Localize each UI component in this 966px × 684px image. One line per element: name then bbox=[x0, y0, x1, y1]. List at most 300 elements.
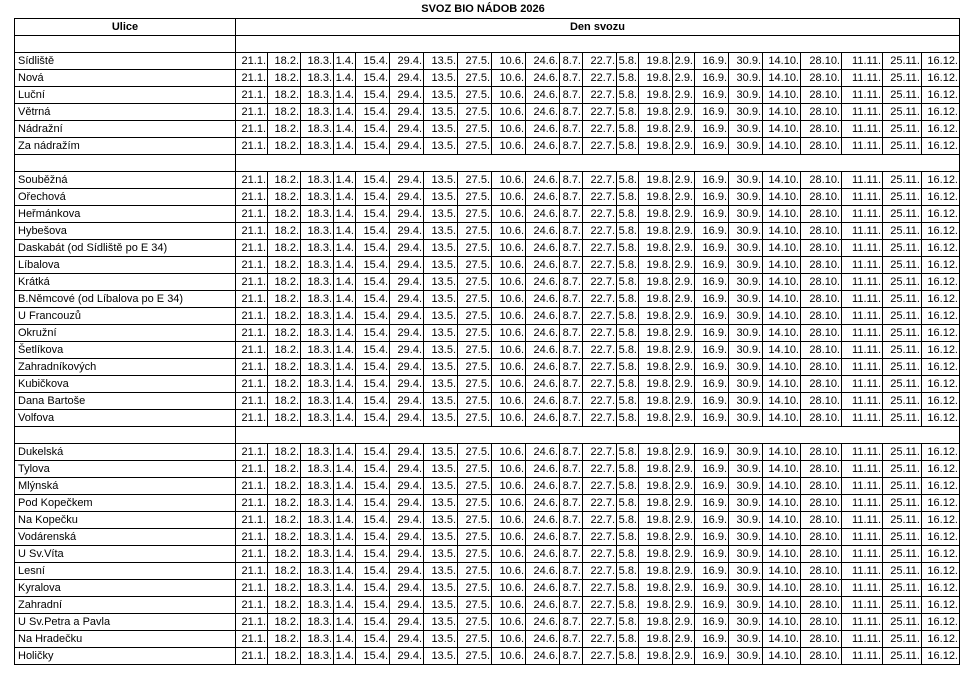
collection-date: 22.7. bbox=[583, 461, 617, 478]
street-name: U Sv.Petra a Pavla bbox=[15, 614, 236, 631]
collection-date: 5.8. bbox=[617, 138, 639, 155]
collection-date: 13.5. bbox=[424, 308, 458, 325]
collection-date: 13.5. bbox=[424, 138, 458, 155]
collection-date: 27.5. bbox=[458, 325, 492, 342]
collection-date: 15.4. bbox=[356, 206, 390, 223]
collection-date: 18.3. bbox=[301, 138, 334, 155]
collection-date: 25.11. bbox=[883, 410, 922, 427]
collection-date: 21.1. bbox=[236, 257, 268, 274]
collection-date: 14.10. bbox=[763, 240, 801, 257]
collection-date: 8.7. bbox=[560, 393, 583, 410]
collection-date: 11.11. bbox=[842, 291, 883, 308]
table-row bbox=[15, 461, 960, 478]
collection-date: 25.11. bbox=[883, 648, 922, 665]
collection-date: 5.8. bbox=[617, 206, 639, 223]
collection-date: 27.5. bbox=[458, 121, 492, 138]
collection-date: 19.8. bbox=[639, 70, 673, 87]
street-name: Holičky bbox=[15, 648, 236, 665]
collection-date: 15.4. bbox=[356, 376, 390, 393]
collection-date: 22.7. bbox=[583, 206, 617, 223]
collection-date: 14.10. bbox=[763, 614, 801, 631]
street-name: Mlýnská bbox=[15, 478, 236, 495]
collection-date: 16.9. bbox=[695, 597, 729, 614]
collection-date: 25.11. bbox=[883, 495, 922, 512]
collection-date: 1.4. bbox=[334, 325, 356, 342]
collection-date: 1.4. bbox=[334, 138, 356, 155]
street-name: Lesní bbox=[15, 563, 236, 580]
collection-date: 13.5. bbox=[424, 478, 458, 495]
collection-date: 11.11. bbox=[842, 444, 883, 461]
collection-date: 1.4. bbox=[334, 172, 356, 189]
collection-date: 2.9. bbox=[673, 206, 695, 223]
collection-date: 13.5. bbox=[424, 87, 458, 104]
collection-date: 28.10. bbox=[801, 376, 842, 393]
collection-date: 18.2. bbox=[268, 189, 301, 206]
collection-date: 10.6. bbox=[492, 274, 526, 291]
collection-date: 1.4. bbox=[334, 546, 356, 563]
collection-date: 18.3. bbox=[301, 104, 334, 121]
collection-date: 18.3. bbox=[301, 189, 334, 206]
collection-date: 15.4. bbox=[356, 478, 390, 495]
collection-date: 16.9. bbox=[695, 172, 729, 189]
collection-date: 14.10. bbox=[763, 121, 801, 138]
collection-date: 30.9. bbox=[729, 240, 763, 257]
collection-date: 18.2. bbox=[268, 410, 301, 427]
collection-date: 30.9. bbox=[729, 274, 763, 291]
collection-date: 24.6. bbox=[526, 410, 560, 427]
collection-date: 21.1. bbox=[236, 648, 268, 665]
table-row bbox=[15, 529, 960, 546]
collection-date: 24.6. bbox=[526, 308, 560, 325]
collection-date: 1.4. bbox=[334, 121, 356, 138]
collection-date: 18.2. bbox=[268, 274, 301, 291]
collection-date: 29.4. bbox=[390, 444, 424, 461]
collection-date: 27.5. bbox=[458, 291, 492, 308]
collection-date: 21.1. bbox=[236, 512, 268, 529]
collection-date: 18.3. bbox=[301, 648, 334, 665]
collection-date: 19.8. bbox=[639, 478, 673, 495]
collection-date: 5.8. bbox=[617, 444, 639, 461]
collection-date: 1.4. bbox=[334, 580, 356, 597]
collection-date: 18.3. bbox=[301, 597, 334, 614]
collection-date: 19.8. bbox=[639, 257, 673, 274]
collection-date: 2.9. bbox=[673, 87, 695, 104]
collection-date: 5.8. bbox=[617, 223, 639, 240]
collection-date: 5.8. bbox=[617, 359, 639, 376]
collection-date: 24.6. bbox=[526, 53, 560, 70]
collection-date: 22.7. bbox=[583, 342, 617, 359]
collection-date: 25.11. bbox=[883, 291, 922, 308]
collection-date: 30.9. bbox=[729, 291, 763, 308]
collection-date: 18.2. bbox=[268, 478, 301, 495]
collection-date: 30.9. bbox=[729, 393, 763, 410]
collection-date: 18.3. bbox=[301, 121, 334, 138]
collection-date: 27.5. bbox=[458, 393, 492, 410]
collection-date: 14.10. bbox=[763, 359, 801, 376]
collection-date: 24.6. bbox=[526, 291, 560, 308]
collection-date: 18.3. bbox=[301, 580, 334, 597]
collection-date: 21.1. bbox=[236, 70, 268, 87]
collection-date: 11.11. bbox=[842, 359, 883, 376]
collection-date: 24.6. bbox=[526, 189, 560, 206]
collection-date: 27.5. bbox=[458, 512, 492, 529]
collection-date: 18.2. bbox=[268, 563, 301, 580]
collection-date: 19.8. bbox=[639, 410, 673, 427]
collection-date: 14.10. bbox=[763, 342, 801, 359]
collection-date: 28.10. bbox=[801, 325, 842, 342]
table-row bbox=[15, 495, 960, 512]
collection-date: 28.10. bbox=[801, 223, 842, 240]
collection-date: 27.5. bbox=[458, 138, 492, 155]
collection-date: 1.4. bbox=[334, 529, 356, 546]
collection-date: 16.12. bbox=[922, 104, 960, 121]
collection-date: 8.7. bbox=[560, 410, 583, 427]
collection-date: 25.11. bbox=[883, 563, 922, 580]
collection-date: 18.3. bbox=[301, 546, 334, 563]
collection-date: 24.6. bbox=[526, 359, 560, 376]
collection-date: 16.12. bbox=[922, 189, 960, 206]
collection-date: 16.12. bbox=[922, 393, 960, 410]
collection-date: 5.8. bbox=[617, 325, 639, 342]
collection-date: 5.8. bbox=[617, 376, 639, 393]
collection-date: 27.5. bbox=[458, 495, 492, 512]
collection-date: 8.7. bbox=[560, 359, 583, 376]
collection-date: 5.8. bbox=[617, 53, 639, 70]
table-row bbox=[15, 53, 960, 70]
table-row bbox=[15, 359, 960, 376]
collection-date: 10.6. bbox=[492, 546, 526, 563]
collection-date: 21.1. bbox=[236, 53, 268, 70]
street-name: Líbalova bbox=[15, 257, 236, 274]
collection-date: 29.4. bbox=[390, 359, 424, 376]
collection-date: 13.5. bbox=[424, 495, 458, 512]
collection-date: 16.9. bbox=[695, 291, 729, 308]
street-column-header: Ulice bbox=[15, 19, 236, 36]
collection-date: 8.7. bbox=[560, 240, 583, 257]
collection-date: 1.4. bbox=[334, 563, 356, 580]
collection-date: 16.9. bbox=[695, 461, 729, 478]
collection-date: 14.10. bbox=[763, 87, 801, 104]
collection-date: 24.6. bbox=[526, 546, 560, 563]
collection-date: 27.5. bbox=[458, 376, 492, 393]
collection-date: 21.1. bbox=[236, 631, 268, 648]
collection-date: 18.3. bbox=[301, 512, 334, 529]
collection-date: 21.1. bbox=[236, 189, 268, 206]
collection-date: 27.5. bbox=[458, 444, 492, 461]
collection-date: 8.7. bbox=[560, 614, 583, 631]
collection-date: 27.5. bbox=[458, 206, 492, 223]
collection-date: 16.12. bbox=[922, 172, 960, 189]
collection-date: 14.10. bbox=[763, 512, 801, 529]
street-name: Daskabát (od Sídliště po E 34) bbox=[15, 240, 236, 257]
collection-date: 18.2. bbox=[268, 325, 301, 342]
collection-date: 27.5. bbox=[458, 53, 492, 70]
collection-date: 27.5. bbox=[458, 104, 492, 121]
collection-date: 10.6. bbox=[492, 138, 526, 155]
collection-date: 13.5. bbox=[424, 172, 458, 189]
street-name: Větrná bbox=[15, 104, 236, 121]
collection-date: 18.3. bbox=[301, 87, 334, 104]
collection-date: 27.5. bbox=[458, 546, 492, 563]
collection-date: 16.12. bbox=[922, 529, 960, 546]
collection-date: 19.8. bbox=[639, 274, 673, 291]
collection-date: 16.12. bbox=[922, 478, 960, 495]
collection-date: 14.10. bbox=[763, 291, 801, 308]
collection-date: 5.8. bbox=[617, 342, 639, 359]
collection-date: 11.11. bbox=[842, 376, 883, 393]
collection-date: 22.7. bbox=[583, 648, 617, 665]
collection-date: 5.8. bbox=[617, 478, 639, 495]
collection-date: 10.6. bbox=[492, 648, 526, 665]
collection-date: 29.4. bbox=[390, 648, 424, 665]
collection-date: 16.9. bbox=[695, 138, 729, 155]
collection-date: 13.5. bbox=[424, 240, 458, 257]
collection-date: 18.2. bbox=[268, 376, 301, 393]
collection-date: 22.7. bbox=[583, 70, 617, 87]
collection-date: 8.7. bbox=[560, 70, 583, 87]
collection-date: 13.5. bbox=[424, 53, 458, 70]
collection-date: 29.4. bbox=[390, 274, 424, 291]
collection-date: 14.10. bbox=[763, 648, 801, 665]
collection-date: 14.10. bbox=[763, 189, 801, 206]
collection-date: 1.4. bbox=[334, 240, 356, 257]
collection-date: 18.2. bbox=[268, 70, 301, 87]
collection-date: 13.5. bbox=[424, 189, 458, 206]
collection-date: 19.8. bbox=[639, 104, 673, 121]
collection-date: 2.9. bbox=[673, 393, 695, 410]
collection-date: 30.9. bbox=[729, 648, 763, 665]
collection-date: 13.5. bbox=[424, 648, 458, 665]
collection-date: 24.6. bbox=[526, 121, 560, 138]
collection-date: 18.3. bbox=[301, 563, 334, 580]
collection-date: 27.5. bbox=[458, 563, 492, 580]
collection-date: 22.7. bbox=[583, 87, 617, 104]
collection-date: 16.9. bbox=[695, 410, 729, 427]
table-row bbox=[15, 104, 960, 121]
collection-date: 18.3. bbox=[301, 325, 334, 342]
collection-date: 29.4. bbox=[390, 189, 424, 206]
collection-date: 16.9. bbox=[695, 495, 729, 512]
collection-date: 11.11. bbox=[842, 240, 883, 257]
collection-date: 28.10. bbox=[801, 512, 842, 529]
collection-date: 16.9. bbox=[695, 70, 729, 87]
collection-date: 1.4. bbox=[334, 495, 356, 512]
collection-date: 14.10. bbox=[763, 223, 801, 240]
collection-date: 21.1. bbox=[236, 529, 268, 546]
collection-date: 18.3. bbox=[301, 308, 334, 325]
collection-date: 16.12. bbox=[922, 291, 960, 308]
collection-date: 14.10. bbox=[763, 308, 801, 325]
collection-date: 21.1. bbox=[236, 461, 268, 478]
collection-date: 1.4. bbox=[334, 444, 356, 461]
collection-date: 25.11. bbox=[883, 342, 922, 359]
collection-date: 29.4. bbox=[390, 512, 424, 529]
collection-date: 8.7. bbox=[560, 308, 583, 325]
collection-date: 22.7. bbox=[583, 121, 617, 138]
collection-date: 24.6. bbox=[526, 87, 560, 104]
collection-date: 15.4. bbox=[356, 291, 390, 308]
collection-date: 13.5. bbox=[424, 597, 458, 614]
collection-date: 28.10. bbox=[801, 597, 842, 614]
collection-date: 8.7. bbox=[560, 53, 583, 70]
collection-date: 11.11. bbox=[842, 597, 883, 614]
collection-date: 19.8. bbox=[639, 529, 673, 546]
collection-date: 1.4. bbox=[334, 274, 356, 291]
collection-date: 29.4. bbox=[390, 53, 424, 70]
collection-date: 29.4. bbox=[390, 631, 424, 648]
collection-date: 18.3. bbox=[301, 529, 334, 546]
collection-date: 15.4. bbox=[356, 546, 390, 563]
collection-date: 25.11. bbox=[883, 53, 922, 70]
collection-date: 21.1. bbox=[236, 121, 268, 138]
collection-date: 22.7. bbox=[583, 240, 617, 257]
collection-date: 8.7. bbox=[560, 342, 583, 359]
collection-date: 8.7. bbox=[560, 478, 583, 495]
collection-date: 27.5. bbox=[458, 648, 492, 665]
collection-date: 28.10. bbox=[801, 410, 842, 427]
collection-date: 28.10. bbox=[801, 478, 842, 495]
collection-date: 19.8. bbox=[639, 614, 673, 631]
collection-date: 22.7. bbox=[583, 291, 617, 308]
collection-date: 2.9. bbox=[673, 189, 695, 206]
collection-date: 18.3. bbox=[301, 376, 334, 393]
collection-date: 24.6. bbox=[526, 325, 560, 342]
street-name: Kubičkova bbox=[15, 376, 236, 393]
spacer-row bbox=[15, 155, 960, 172]
collection-date: 28.10. bbox=[801, 240, 842, 257]
collection-date: 18.3. bbox=[301, 240, 334, 257]
collection-date: 18.3. bbox=[301, 359, 334, 376]
collection-date: 15.4. bbox=[356, 648, 390, 665]
collection-date: 25.11. bbox=[883, 240, 922, 257]
collection-date: 16.9. bbox=[695, 529, 729, 546]
collection-date: 16.12. bbox=[922, 461, 960, 478]
collection-date: 5.8. bbox=[617, 546, 639, 563]
collection-date: 29.4. bbox=[390, 563, 424, 580]
collection-date: 1.4. bbox=[334, 53, 356, 70]
collection-date: 18.2. bbox=[268, 87, 301, 104]
collection-date: 18.2. bbox=[268, 529, 301, 546]
collection-date: 11.11. bbox=[842, 53, 883, 70]
collection-date: 5.8. bbox=[617, 580, 639, 597]
collection-date: 1.4. bbox=[334, 478, 356, 495]
collection-date: 16.12. bbox=[922, 70, 960, 87]
collection-date: 29.4. bbox=[390, 308, 424, 325]
collection-date: 2.9. bbox=[673, 597, 695, 614]
collection-date: 5.8. bbox=[617, 70, 639, 87]
collection-date: 10.6. bbox=[492, 529, 526, 546]
collection-date: 30.9. bbox=[729, 529, 763, 546]
collection-date: 18.2. bbox=[268, 631, 301, 648]
collection-date: 10.6. bbox=[492, 240, 526, 257]
collection-date: 14.10. bbox=[763, 206, 801, 223]
table-row bbox=[15, 121, 960, 138]
collection-date: 8.7. bbox=[560, 274, 583, 291]
collection-date: 22.7. bbox=[583, 53, 617, 70]
collection-date: 10.6. bbox=[492, 308, 526, 325]
collection-date: 15.4. bbox=[356, 597, 390, 614]
collection-date: 15.4. bbox=[356, 631, 390, 648]
collection-date: 16.12. bbox=[922, 495, 960, 512]
spacer-cell bbox=[15, 427, 236, 444]
collection-date: 11.11. bbox=[842, 512, 883, 529]
collection-date: 19.8. bbox=[639, 206, 673, 223]
collection-date: 25.11. bbox=[883, 597, 922, 614]
collection-date: 24.6. bbox=[526, 614, 560, 631]
collection-date: 13.5. bbox=[424, 563, 458, 580]
collection-date: 24.6. bbox=[526, 342, 560, 359]
collection-date: 1.4. bbox=[334, 104, 356, 121]
collection-date: 28.10. bbox=[801, 274, 842, 291]
collection-date: 5.8. bbox=[617, 461, 639, 478]
collection-date: 21.1. bbox=[236, 87, 268, 104]
collection-date: 11.11. bbox=[842, 342, 883, 359]
collection-date: 1.4. bbox=[334, 597, 356, 614]
collection-date: 24.6. bbox=[526, 393, 560, 410]
collection-date: 21.1. bbox=[236, 614, 268, 631]
collection-date: 8.7. bbox=[560, 376, 583, 393]
collection-date: 2.9. bbox=[673, 631, 695, 648]
collection-date: 5.8. bbox=[617, 614, 639, 631]
street-name: Hybešova bbox=[15, 223, 236, 240]
collection-date: 29.4. bbox=[390, 121, 424, 138]
collection-date: 15.4. bbox=[356, 257, 390, 274]
collection-date: 2.9. bbox=[673, 104, 695, 121]
collection-date: 22.7. bbox=[583, 444, 617, 461]
collection-date: 19.8. bbox=[639, 648, 673, 665]
collection-date: 18.2. bbox=[268, 342, 301, 359]
collection-date: 18.2. bbox=[268, 53, 301, 70]
collection-date: 13.5. bbox=[424, 257, 458, 274]
table-row bbox=[15, 546, 960, 563]
collection-date: 30.9. bbox=[729, 614, 763, 631]
collection-date: 19.8. bbox=[639, 393, 673, 410]
collection-date: 18.2. bbox=[268, 444, 301, 461]
collection-date: 10.6. bbox=[492, 580, 526, 597]
collection-date: 18.3. bbox=[301, 410, 334, 427]
collection-date: 10.6. bbox=[492, 121, 526, 138]
collection-date: 2.9. bbox=[673, 580, 695, 597]
collection-date: 16.9. bbox=[695, 342, 729, 359]
table-row bbox=[15, 291, 960, 308]
collection-date: 5.8. bbox=[617, 393, 639, 410]
collection-date: 1.4. bbox=[334, 291, 356, 308]
collection-date: 21.1. bbox=[236, 223, 268, 240]
collection-date: 5.8. bbox=[617, 257, 639, 274]
collection-date: 5.8. bbox=[617, 495, 639, 512]
collection-date: 14.10. bbox=[763, 597, 801, 614]
collection-date: 2.9. bbox=[673, 240, 695, 257]
collection-date: 11.11. bbox=[842, 189, 883, 206]
collection-date: 14.10. bbox=[763, 631, 801, 648]
collection-date: 18.2. bbox=[268, 597, 301, 614]
collection-date: 2.9. bbox=[673, 478, 695, 495]
collection-date: 28.10. bbox=[801, 308, 842, 325]
collection-date: 15.4. bbox=[356, 495, 390, 512]
collection-date: 8.7. bbox=[560, 580, 583, 597]
collection-date: 13.5. bbox=[424, 376, 458, 393]
collection-date: 30.9. bbox=[729, 53, 763, 70]
collection-date: 2.9. bbox=[673, 172, 695, 189]
street-name: Luční bbox=[15, 87, 236, 104]
collection-date: 14.10. bbox=[763, 53, 801, 70]
collection-date: 28.10. bbox=[801, 495, 842, 512]
collection-date: 10.6. bbox=[492, 70, 526, 87]
collection-date: 2.9. bbox=[673, 274, 695, 291]
collection-date: 10.6. bbox=[492, 478, 526, 495]
collection-date: 14.10. bbox=[763, 70, 801, 87]
collection-date: 28.10. bbox=[801, 172, 842, 189]
